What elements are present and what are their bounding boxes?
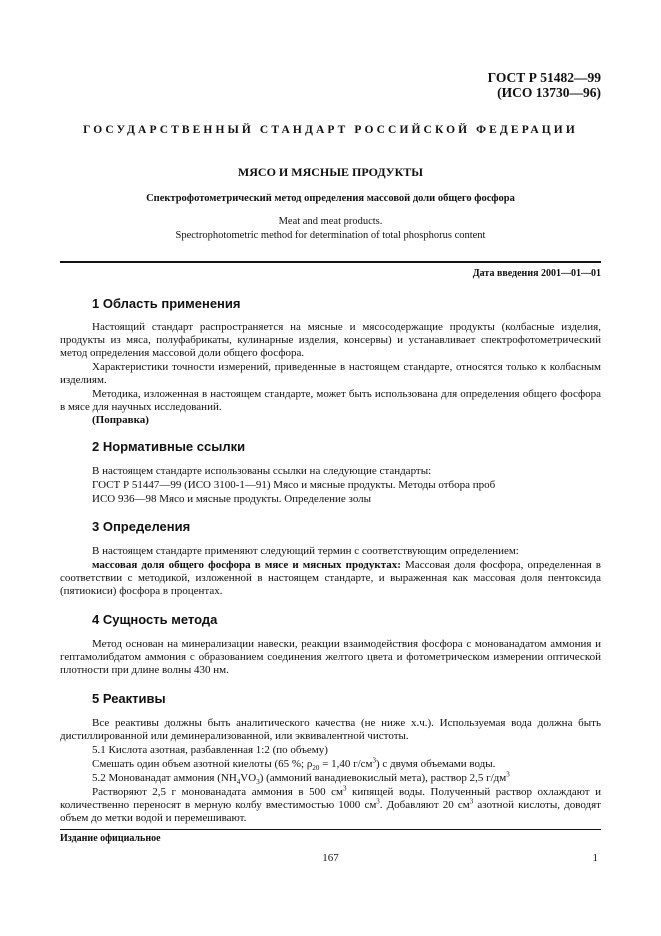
document-title: МЯСО И МЯСНЫЕ ПРОДУКТЫ	[237, 165, 424, 179]
introduction-date: Дата введения 2001—01—01	[472, 268, 601, 279]
footer-divider	[60, 829, 601, 830]
section-4-heading: 4 Сущность метода	[92, 612, 218, 627]
section-4-para-1: Метод основан на минерализации навески, реакции взаимодействия фосфора с монованадатом аммония и гептамолибдатом аммония с образованием соединения желтого цвета и фотометрическом измерении оптической плотности при длине волны 430 нм.	[60, 638, 601, 677]
page-number-right: 1	[592, 852, 598, 864]
section-1-para-2: Характеристики точности измерений, приведенные в настоящем стандарте, относятся только к колбасным изделиям.	[60, 361, 601, 387]
official-edition-label: Издание официальное	[60, 833, 161, 844]
section-5-vanadate-prep: Растворяют 2,5 г монованадата аммония в 500 $см^3$ кипящей воды. Полученный раствор охлаждают и количественно переносят в мерную колбу вместимостью 1000 $см^3$. Добавляют 20 $см^3$ азотной кислоты, доводят объем до метки водой и перемешивают.	[60, 784, 601, 825]
section-5-nitric-acid-prep: Смешать один объем азотной киелоты (65 %; $\rho_{20} = 1,40$ $г/см^3$) с двумя объемами воды.	[92, 756, 496, 773]
section-2-reference-2: ИСО 936—98 Мясо и мясные продукты. Определение золы	[92, 493, 372, 505]
iso-number: (ИСО 13730—96)	[497, 85, 601, 100]
english-title-line-2: Spectrophotometric method for determination of total phosphorus content	[175, 230, 486, 241]
section-3-heading: 3 Определения	[92, 519, 191, 534]
section-5-item-5-2: 5.2 Монованадат аммония $(NH_4VO_3)$ (аммоний ванадиевокислый мета), раствор 2,5 $г/дм^3$	[92, 770, 510, 787]
section-5-heading: 5 Реактивы	[92, 691, 166, 706]
english-title	[60, 215, 601, 243]
document-subtitle: Спектрофотометрический метод определения массовой доли общего фосфора	[146, 193, 515, 204]
page-number-center: 167	[322, 852, 339, 864]
english-title-line-1: Meat and meat products.	[278, 216, 383, 227]
standard-number-block	[488, 70, 601, 100]
section-1-heading: 1 Область применения	[92, 296, 241, 311]
section-3-para-1: В настоящем стандарте применяют следующий термин с соответствующим определением:	[92, 545, 519, 557]
section-2-para-1: В настоящем стандарте использованы ссылки на следующие стандарты:	[92, 465, 432, 477]
header-divider	[60, 261, 601, 263]
section-1-para-1: Настоящий стандарт распространяется на мясные и мясосодержащие продукты (колбасные изделия, продукты из мяса, полуфабрикаты, кулинарные изделия, консервы) и устанавливает спектрофотометрический метод определения массовой доли общего фосфора.	[60, 321, 601, 360]
section-2-heading: 2 Нормативные ссылки	[92, 439, 246, 454]
term-definition: Массовая доля фосфора, определенная в соответствии с методикой, изложенной в настоящем стандарте, и выраженная как массовая доля пентоксида (пятиокиси) фосфора в процентах.	[60, 559, 601, 598]
section-5-para-1: Все реактивы должны быть аналитического качества (не ниже х.ч.). Используемая вода должна быть дистиллированной или деминерализованной, или эквивалентной чистоты.	[60, 717, 601, 743]
section-2-reference-1: ГОСТ Р 51447—99 (ИСО 3100-1—91) Мясо и мясные продукты. Методы отбора проб	[92, 479, 496, 491]
section-5-item-5-1: 5.1 Кислота азотная, разбавленная 1:2 (по объему)	[92, 744, 328, 756]
defined-term: массовая доля общего фосфора в мясе и мясных продуктах:	[92, 559, 401, 571]
gost-number: ГОСТ Р 51482—99	[487, 70, 601, 85]
section-3-definition	[60, 559, 601, 599]
section-1-correction-note: (Поправка)	[92, 414, 149, 426]
state-standard-banner: ГОСУДАРСТВЕННЫЙ СТАНДАРТ РОССИЙСКОЙ ФЕДЕРАЦИИ	[83, 124, 578, 136]
section-1-para-3: Методика, изложенная в настоящем стандарте, может быть использована для определения общего фосфора в мясе для научных исследований.	[60, 388, 601, 414]
